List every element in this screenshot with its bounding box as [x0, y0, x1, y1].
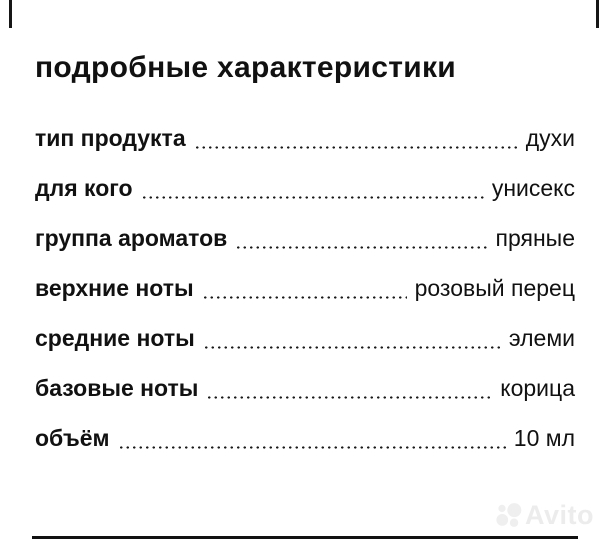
- characteristics-list: [35, 113, 575, 463]
- characteristic-row: [35, 363, 575, 413]
- right-frame-edge-line: [596, 0, 599, 28]
- dot-leader: [195, 325, 509, 351]
- characteristic-row: [35, 163, 575, 213]
- dot-leader: [227, 225, 495, 251]
- characteristic-label: объём: [35, 424, 110, 451]
- characteristic-value: 10 мл: [513, 424, 575, 451]
- characteristic-value: унисекс: [491, 174, 575, 201]
- watermark: [495, 500, 594, 531]
- characteristic-row: [35, 213, 575, 263]
- dot-leader: [194, 275, 415, 301]
- characteristic-label: тип продукта: [35, 124, 186, 151]
- characteristic-row: [35, 113, 575, 163]
- dot-leader: [110, 425, 514, 451]
- characteristic-row: [35, 413, 575, 463]
- page-title: подробные характеристики: [35, 51, 457, 84]
- characteristic-value: корица: [500, 374, 575, 401]
- characteristic-label: для кого: [35, 174, 133, 201]
- characteristic-value: духи: [525, 124, 575, 151]
- left-frame-edge-line: [9, 0, 12, 28]
- characteristic-value: элеми: [508, 324, 575, 351]
- dot-leader: [186, 125, 526, 151]
- bottom-divider-line: [32, 536, 578, 539]
- characteristic-value: розовый перец: [414, 274, 575, 301]
- characteristic-label: верхние ноты: [35, 274, 194, 301]
- characteristic-label: средние ноты: [35, 324, 195, 351]
- dot-leader: [133, 175, 492, 201]
- characteristic-value: пряные: [495, 224, 575, 251]
- characteristic-row: [35, 263, 575, 313]
- characteristic-label: группа ароматов: [35, 224, 228, 251]
- dot-leader: [198, 375, 500, 401]
- avito-logo-icon: [495, 502, 523, 530]
- characteristic-label: базовые ноты: [35, 374, 199, 401]
- characteristic-row: [35, 313, 575, 363]
- watermark-brand-text: Avito: [525, 500, 594, 530]
